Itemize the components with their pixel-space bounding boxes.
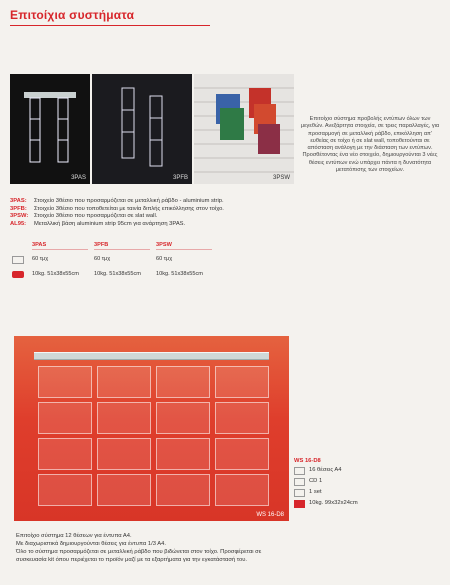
intro-text: Επιτοίχιο σύστημα προβολής εντύπων όλων των μεγεθών. Ανεξάρτητα στοιχεία, σε τρεις παραλλαγές, για προσαρμογή σε μεταλλική ράβδο, επικόλληση απ' ευθείας σε τοίχο ή σε slat wall, τοποθετούνται σε απόσταση ανάλογη με την διάσταση των εντύπων. Προσθέτοντας ένα νέο στοιχείο, δημιουργούνται 3 νέες θέσεις εντύπων ενώ υπάρχει πάντα η δυνατότητα μετατόπισης των στοιχείων.: [300, 116, 440, 174]
pocket: [38, 366, 92, 398]
legend-item: [10, 198, 300, 206]
pocket: [215, 366, 269, 398]
legend-item: [10, 221, 300, 229]
box-icon: [12, 256, 24, 264]
spec-weight: 10kg. 51x38x55cm: [32, 271, 79, 277]
wall-system-description: [16, 532, 436, 564]
wall-spec-cd: CD 1: [309, 478, 323, 484]
legend-text: Στοιχείο 3θέσιο που τοποθετείται με ταινία διπλής επικόλλησης στον τοίχο.: [34, 205, 224, 212]
photo-label: WS 16-D8: [256, 512, 284, 518]
spec-qty: 60 τμχ: [32, 256, 49, 262]
weight-icon: [12, 271, 24, 278]
pocket: [215, 402, 269, 434]
legend: [10, 198, 300, 228]
legend-code: 3PFB:: [10, 205, 27, 212]
pocket: [97, 474, 151, 506]
legend-text: Στοιχείο 3θέσιο που προσαρμόζεται σε slat wall.: [34, 213, 158, 219]
box-icon: [294, 467, 305, 475]
aluminium-strip: [34, 352, 269, 360]
pocket: [215, 474, 269, 506]
wall-spec-row: [294, 500, 414, 507]
legend-text: Μεταλλική βάση aluminium strip 95cm για ανάρτηση 3PAS.: [34, 220, 186, 227]
holder-illustration: [92, 74, 192, 184]
wall-system-photo: [14, 336, 289, 521]
photo-label: 3PAS: [71, 175, 86, 181]
legend-code: 3PAS:: [10, 198, 27, 204]
photo-label: 3PFB: [172, 175, 188, 181]
photo-label: 3PSW: [272, 175, 290, 181]
pocket: [215, 438, 269, 470]
product-photo-3psw: [194, 74, 294, 184]
wall-spec-weight: 10kg. 99x32x24cm: [309, 500, 358, 506]
pocket: [38, 474, 92, 506]
cd-icon: [294, 478, 305, 486]
set-icon: [294, 489, 305, 497]
spec-weight: 10kg. 51x38x55cm: [94, 271, 141, 277]
wall-spec-list: [294, 458, 414, 511]
product-photo-3pfb: [92, 74, 192, 184]
legend-code: AL95:: [10, 220, 27, 227]
pocket: [38, 402, 92, 434]
description-line: Με διαχωριστικά δημιουργούνται θέσεις για έντυπα 1/3 Α4.: [16, 541, 166, 547]
description-line: συσκευασία kit όπου περιέχεται το προϊόν μαζί με τα εξαρτήματα για την εγκατάστασή του.: [16, 557, 248, 563]
legend-code: 3PSW:: [10, 213, 29, 219]
pocket: [97, 366, 151, 398]
wall-spec-set: 1 set: [309, 489, 322, 495]
pocket: [97, 438, 151, 470]
legend-item: [10, 206, 300, 214]
wall-spec-row: [294, 467, 414, 474]
pocket: [156, 438, 210, 470]
spec-table: [12, 242, 242, 288]
wall-spec-row: [294, 489, 414, 496]
spec-code: 3PFB: [94, 242, 150, 250]
spec-weight: 10kg. 51x38x55cm: [156, 271, 203, 277]
pocket: [156, 402, 210, 434]
spec-qty: 60 τμχ: [94, 256, 111, 262]
page-title: Επιτοίχια συστήματα: [10, 8, 135, 22]
spec-column: [32, 242, 88, 277]
pocket: [38, 438, 92, 470]
spec-qty: 60 τμχ: [156, 256, 173, 262]
wall-spec-row: [294, 478, 414, 485]
weight-icon: [294, 500, 305, 508]
spec-code: 3PSW: [156, 242, 212, 250]
description-line: Όλο το σύστημα προσαρμόζεται σε μεταλλική ράβδο που βιδώνεται στον τοίχο. Προσφέρεται σε: [16, 549, 262, 555]
pocket: [97, 402, 151, 434]
slatwall-illustration: [194, 74, 294, 184]
pocket: [156, 474, 210, 506]
spec-column: [94, 242, 150, 277]
title-rule: [10, 25, 210, 26]
spec-code: 3PAS: [32, 242, 88, 250]
product-photo-3pas: [10, 74, 90, 184]
wall-spec-code: WS 16-D8: [294, 458, 321, 464]
holder-illustration: [10, 74, 90, 184]
wall-spec-positions: 16 θέσεις Α4: [309, 467, 342, 473]
pocket: [156, 366, 210, 398]
spec-column: [156, 242, 212, 277]
legend-text: Στοιχείο 3θέσιο που προσαρμόζεται σε μεταλλική ράβδο - aluminium strip.: [34, 198, 224, 204]
legend-item: [10, 213, 300, 221]
description-line: Επιτοίχιο σύστημα 12 θέσεων για έντυπα Α4.: [16, 533, 132, 539]
